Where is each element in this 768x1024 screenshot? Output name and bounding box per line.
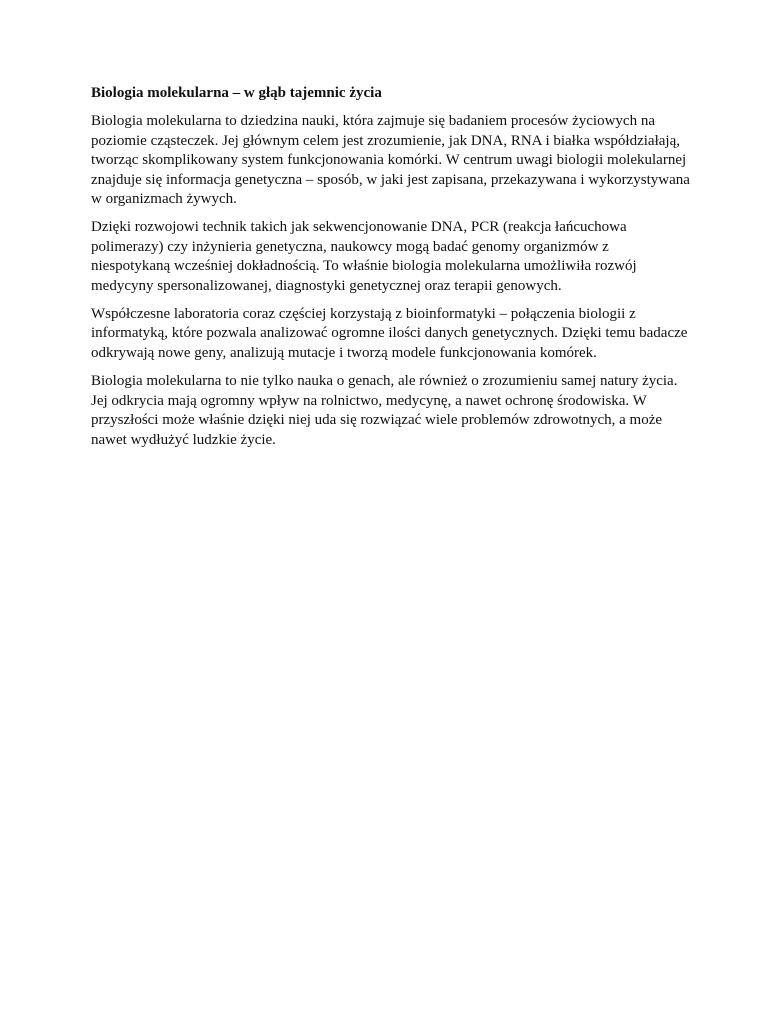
paragraph-3: Współczesne laboratoria coraz częściej korzystają z bioinformatyki – połączenia biologii z informatyką, które pozwala analizować ogromne ilości danych genetycznych. Dzięki temu badacze odkrywają nowe geny, analizują mutacje i tworzą modele funkcjonowania komórek. <box>91 306 688 361</box>
paragraph-1: Biologia molekularna to dziedzina nauki, która zajmuje się badaniem procesów życiowych na poziomie cząsteczek. Jej głównym celem jest zrozumienie, jak DNA, RNA i białka współdziałają, tworząc skomplikowany system funkcjonowania komórki. W centrum uwagi biologii molekularnej znajduje się informacja genetyczna – sposób, w jaki jest zapisana, przekazywana i wykorzystywana w organizmach żywych. <box>91 113 690 208</box>
document-title: Biologia molekularna – w głąb tajemnic życia <box>91 85 382 101</box>
paragraph-4: Biologia molekularna to nie tylko nauka o genach, ale również o zrozumieniu samej natury życia. Jej odkrycia mają ogromny wpływ na rolnictwo, medycynę, a nawet ochronę środowiska. W przyszłości może właśnie dzięki niej uda się rozwiązać wiele problemów zdrowotnych, a może nawet wydłużyć ludzkie życie. <box>91 373 678 448</box>
document-body <box>91 84 691 459</box>
paragraph-2: Dzięki rozwojowi technik takich jak sekwencjonowanie DNA, PCR (reakcja łańcuchowa polimerazy) czy inżynieria genetyczna, naukowcy mogą badać genomy organizmów z niespotykaną wcześniej dokładnością. To właśnie biologia molekularna umożliwiła rozwój medycyny spersonalizowanej, diagnostyki genetycznej oraz terapii genowych. <box>91 219 637 294</box>
